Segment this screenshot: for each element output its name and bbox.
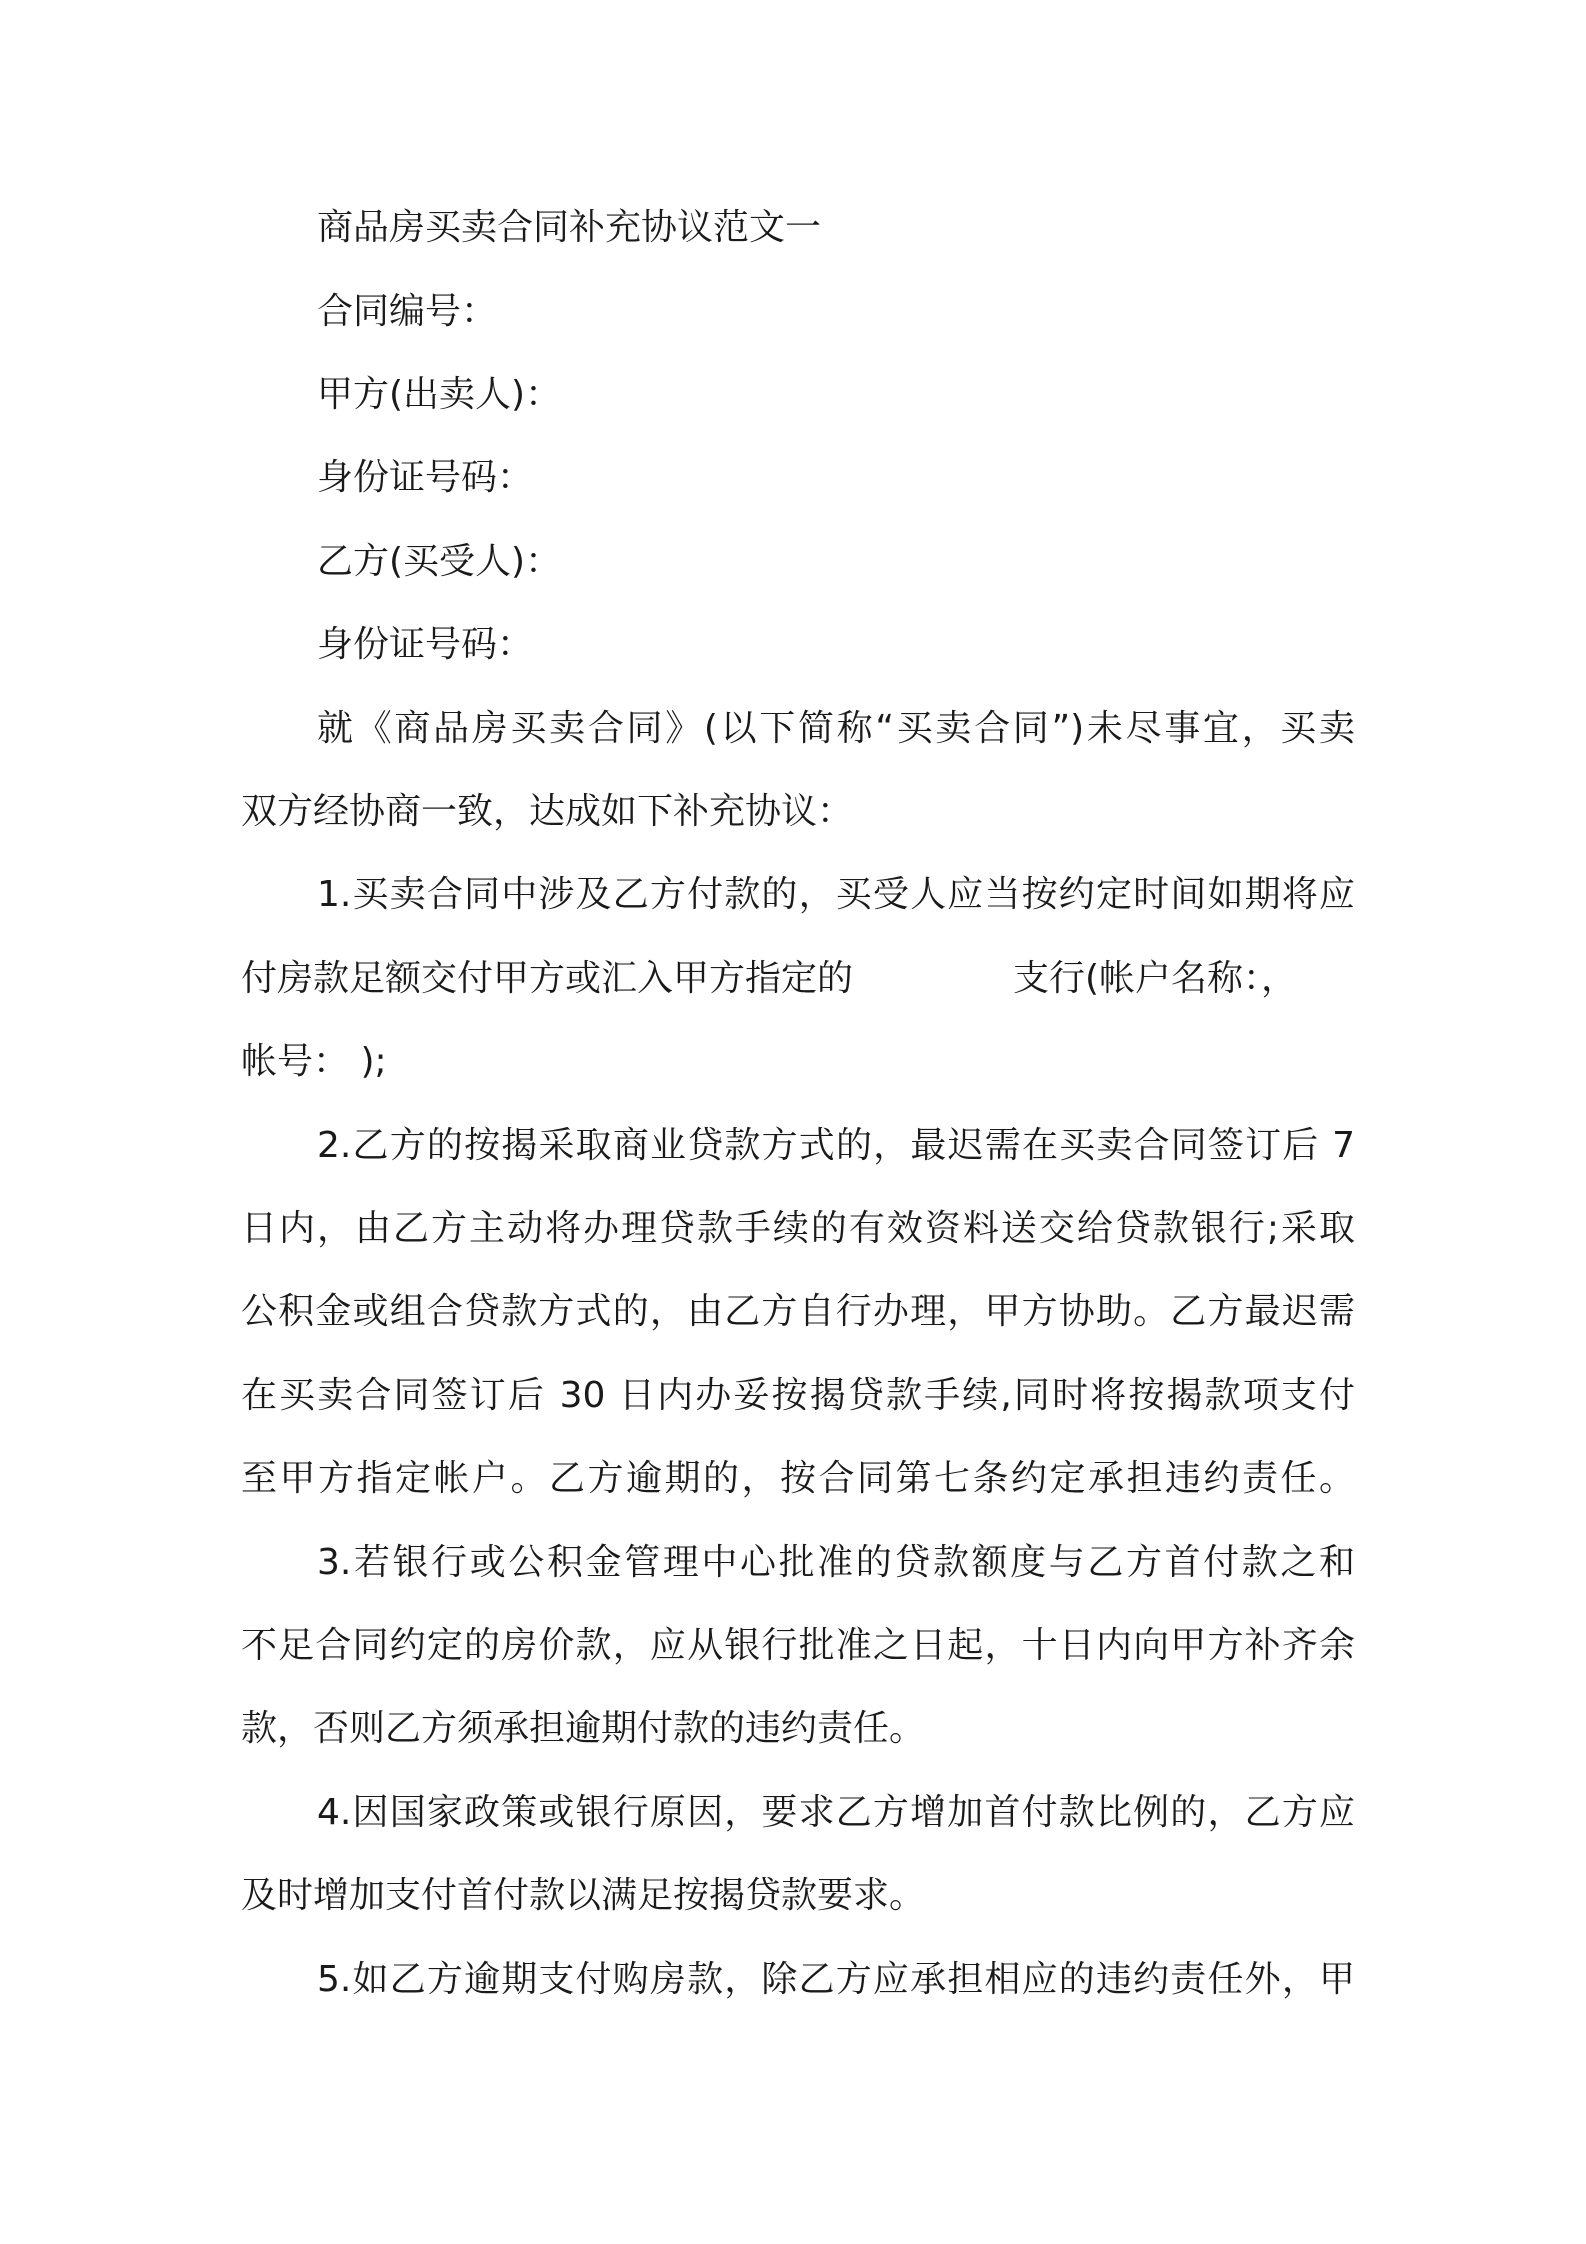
clause-3-line: 3.若银行或公积金管理中心批准的贷款额度与乙方首付款之和 — [317, 1542, 1355, 1583]
field-party-b-buyer: 乙方(买受人)： — [317, 541, 562, 582]
intro-line: 双方经协商一致，达成如下补充协议： — [241, 791, 854, 832]
clause-2-line: 至甲方指定帐户。乙方逾期的，按合同第七条约定承担违约责任。 — [241, 1458, 1355, 1499]
field-party-a-id: 身份证号码： — [317, 457, 534, 498]
clause-1-text: 支行(帐户名称：， — [1013, 958, 1298, 999]
clause-3-line: 不足合同约定的房价款，应从银行批准之日起，十日内向甲方补齐余 — [241, 1625, 1355, 1666]
clause-3-line: 款，否则乙方须承担逾期付款的违约责任。 — [241, 1708, 926, 1749]
clause-1-line: 1.买卖合同中涉及乙方付款的，买受人应当按约定时间如期将应 — [317, 874, 1355, 915]
clause-1-text: 付房款足额交付甲方或汇入甲方指定的 — [241, 958, 854, 999]
clause-2-line: 2.乙方的按揭采取商业贷款方式的，最迟需在买卖合同签订后 7 — [317, 1125, 1355, 1166]
field-contract-number: 合同编号： — [317, 291, 498, 332]
clause-4-line: 4.因国家政策或银行原因，要求乙方增加首付款比例的，乙方应 — [317, 1792, 1355, 1833]
clause-5-line: 5.如乙方逾期支付购房款，除乙方应承担相应的违约责任外，甲 — [317, 1959, 1355, 2000]
document-title: 商品房买卖合同补充协议范文一 — [317, 207, 822, 248]
clause-2-line: 公积金或组合贷款方式的，由乙方自行办理，甲方协助。乙方最迟需 — [241, 1291, 1355, 1332]
field-party-a-seller: 甲方(出卖人)： — [317, 374, 562, 415]
clause-2-line: 日内，由乙方主动将办理贷款手续的有效资料送交给贷款银行;采取 — [241, 1208, 1355, 1249]
clause-4-line: 及时增加支付首付款以满足按揭贷款要求。 — [241, 1875, 926, 1916]
clause-1-line — [241, 954, 1355, 1004]
clause-1-line: 帐号： ); — [241, 1041, 387, 1082]
intro-line: 就《商品房买卖合同》(以下简称“买卖合同”)未尽事宜，买卖 — [317, 708, 1355, 749]
field-party-b-id: 身份证号码： — [317, 624, 534, 665]
clause-2-line: 在买卖合同签订后 30 日内办妥按揭贷款手续,同时将按揭款项支付 — [241, 1375, 1355, 1416]
